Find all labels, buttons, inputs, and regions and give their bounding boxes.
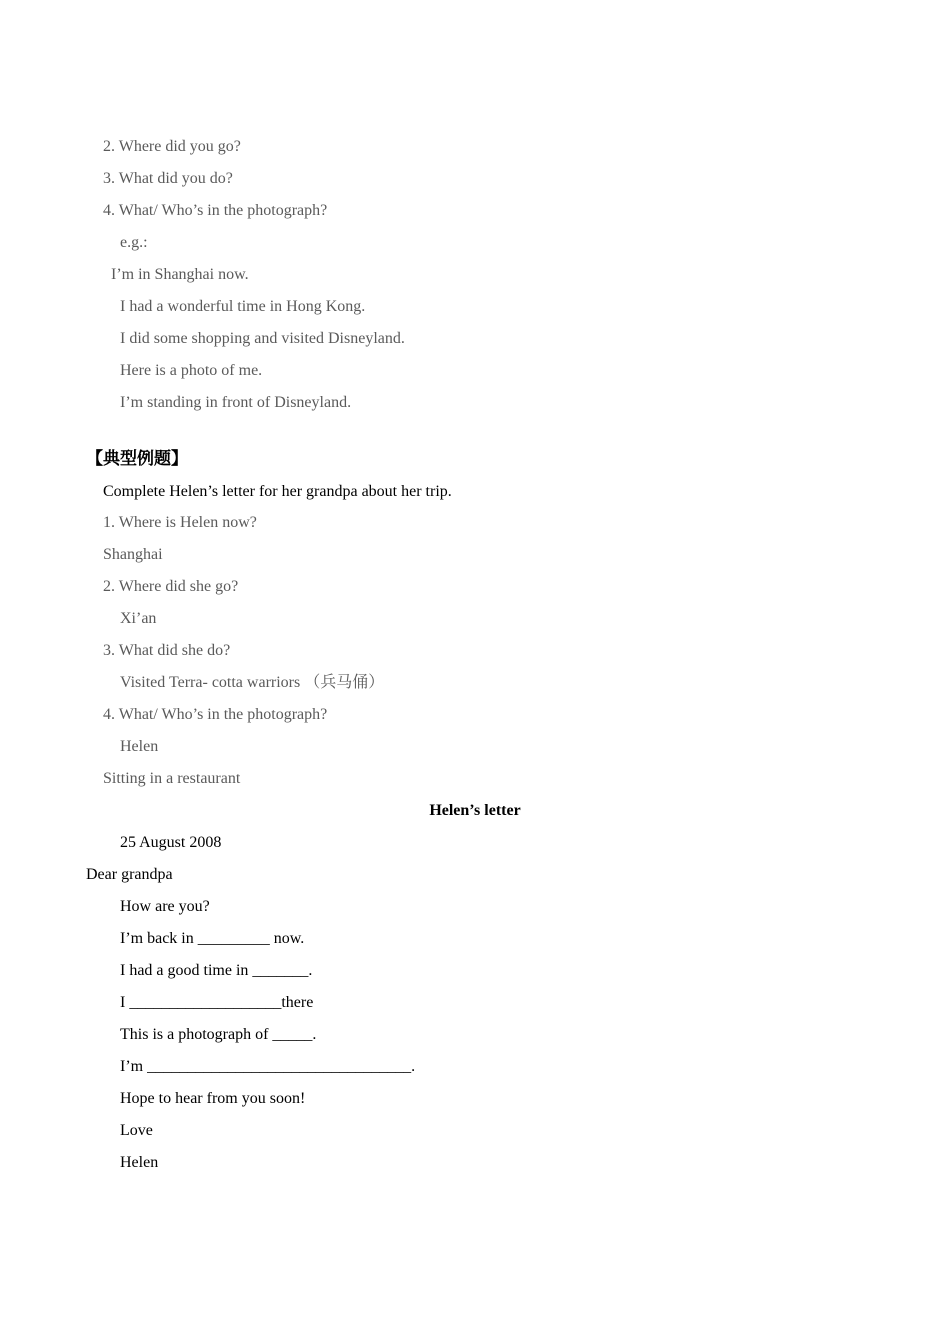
letter-date: 25 August 2008 [120,834,222,851]
answer-where-now: Shanghai [103,546,163,563]
example-line: I did some shopping and visited Disneyland. [120,330,405,347]
answer-where-go: Xi’an [120,610,157,627]
question-where-go: 2. Where did she go? [103,578,239,595]
letter-line: How are you? [120,898,210,915]
example-line: Here is a photo of me. [120,362,263,379]
question-what-do: 3. What did she do? [103,642,231,659]
letter-line-blank: I had a good time in _______. [120,962,313,979]
letter-line-blank: I’m back in _________ now. [120,930,305,947]
example-line: I had a wonderful time in Hong Kong. [120,298,366,315]
letter-salutation: Dear grandpa [86,866,173,883]
task-instruction: Complete Helen’s letter for her grandpa about her trip. [103,483,452,500]
example-label: e.g.: [120,234,148,251]
answer-photograph-what: Sitting in a restaurant [103,770,241,787]
example-line: I’m standing in front of Disneyland. [120,394,352,411]
letter-line-blank: I’m _________________________________. [120,1058,416,1075]
letter-line: Hope to hear from you soon! [120,1090,306,1107]
letter-line-blank: This is a photograph of _____. [120,1026,317,1043]
section-heading: 【典型例题】 [86,449,188,469]
question-where-go: 2. Where did you go? [103,138,241,155]
question-photograph: 4. What/ Who’s in the photograph? [103,706,328,723]
example-line: I’m in Shanghai now. [111,266,249,283]
question-photograph: 4. What/ Who’s in the photograph? [103,202,328,219]
letter-line-blank: I ___________________there [120,994,314,1011]
answer-what-do: Visited Terra- cotta warriors （兵马俑） [120,674,385,691]
question-where-now: 1. Where is Helen now? [103,514,257,531]
letter-closing: Love [120,1122,153,1139]
answer-photograph-who: Helen [120,738,159,755]
letter-signature: Helen [120,1154,159,1171]
question-what-do: 3. What did you do? [103,170,233,187]
letter-title: Helen’s letter [429,802,521,819]
